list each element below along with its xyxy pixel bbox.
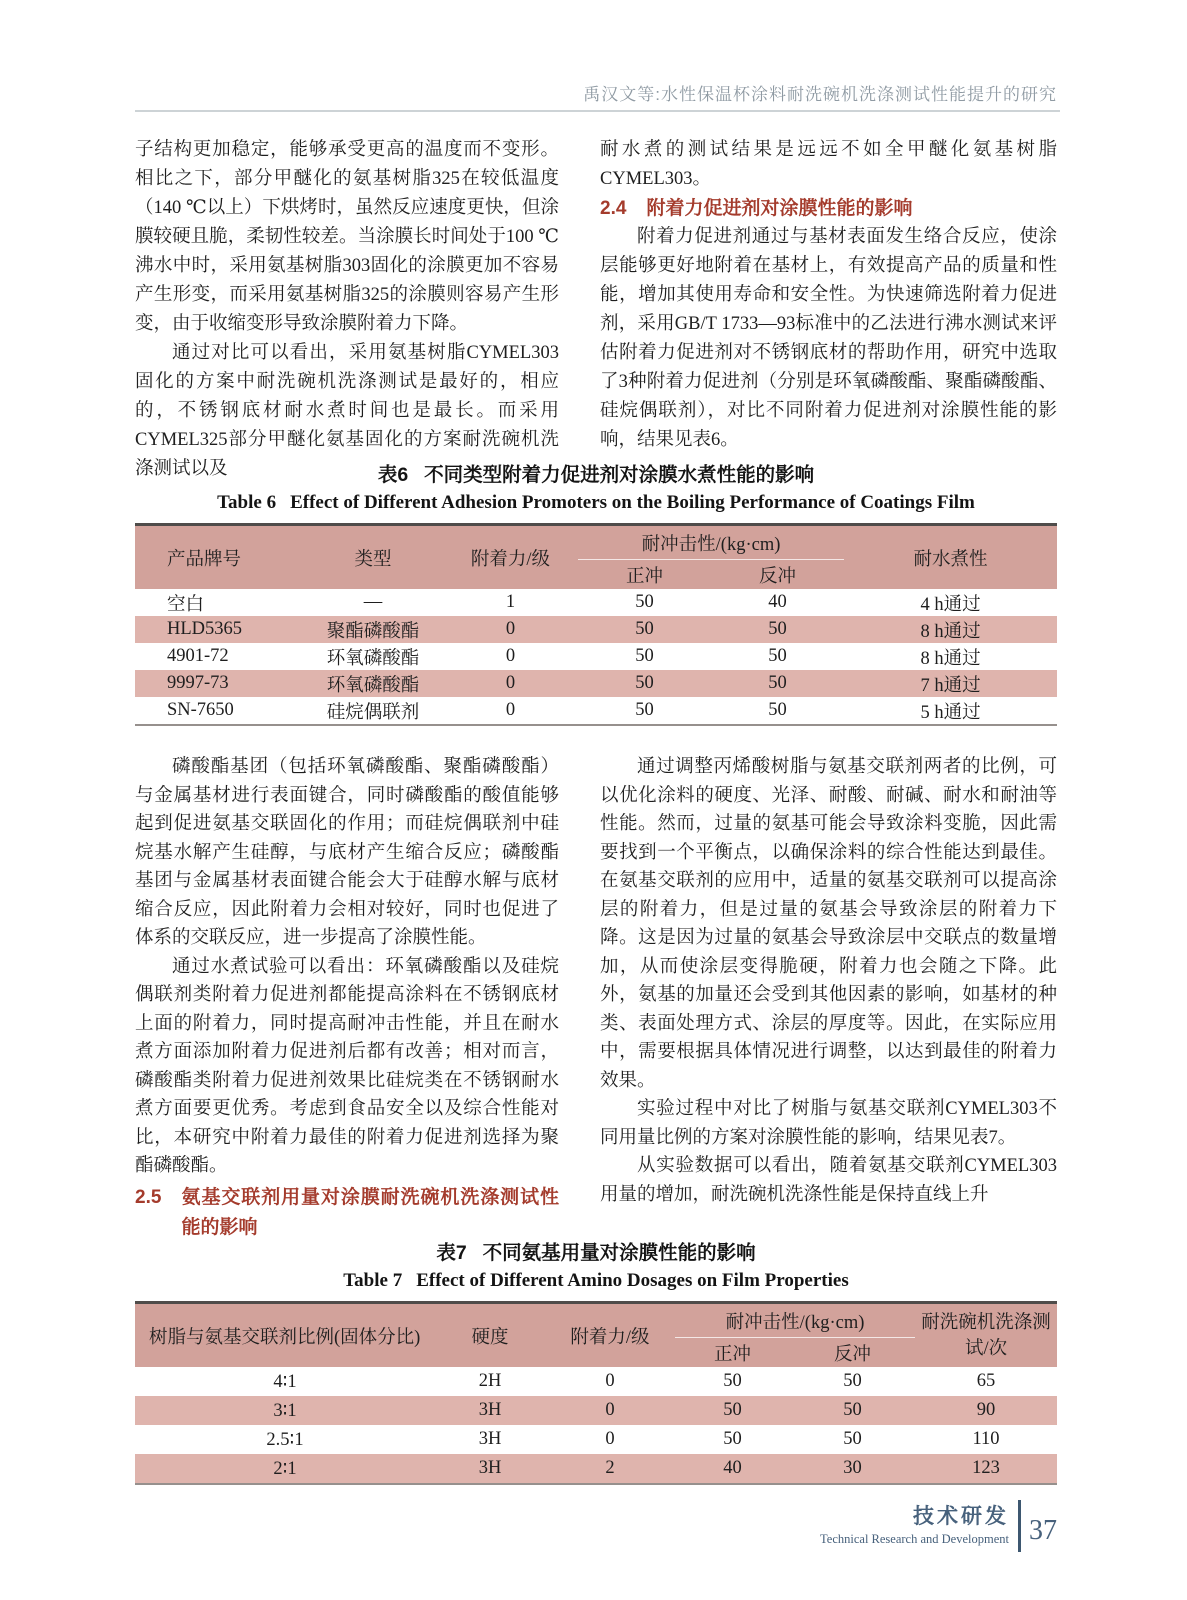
table-cell: 空白 (167, 594, 205, 615)
col-header-ratio: 树脂与氨基交联剂比例(固体分比) (135, 1303, 435, 1368)
table6-label-zh: 表6 (377, 464, 409, 486)
section-heading-2-5 (135, 1183, 559, 1243)
table-cell: 40 (723, 1458, 742, 1478)
table-row (135, 1425, 1057, 1454)
table-cell: 50 (843, 1371, 862, 1391)
col-header-impact-reverse: 反冲 (790, 1338, 915, 1368)
paragraph: 实验过程中对比了树脂与氨基交联剂CYMEL303不同用量比例的方案对涂膜性能的影响，结果见表7。 (600, 1099, 1057, 1148)
table-cell: 8 h通过 (920, 621, 981, 642)
table-cell: 3H (478, 1429, 502, 1449)
table6-label-en: Table 6 (217, 492, 277, 513)
table-row (135, 670, 1057, 697)
table-cell: 50 (723, 1400, 742, 1420)
table-cell: 2.5∶1 (266, 1429, 304, 1450)
footer-section-zh: 技术研发 (913, 1505, 1009, 1528)
middle-right-column (600, 753, 1057, 1243)
section-number: 2.5 (135, 1186, 162, 1208)
section-number: 2.4 (600, 198, 627, 219)
table-cell: 2 (605, 1458, 615, 1478)
page-number: 37 (1029, 1515, 1057, 1546)
table-cell: 50 (768, 619, 787, 639)
table-cell: 0 (505, 700, 516, 720)
table-row (135, 643, 1057, 670)
col-header-dishwasher: 耐洗碗机洗涤测试/次 (915, 1303, 1057, 1368)
footer-section (820, 1505, 1009, 1547)
table-cell: 0 (505, 673, 516, 693)
table-row (135, 616, 1057, 643)
top-left-column (135, 136, 559, 484)
table-cell: 0 (605, 1400, 615, 1420)
table6-caption-en (135, 490, 1057, 516)
table-cell: 1 (505, 592, 516, 612)
table-cell: 4901-72 (167, 646, 229, 666)
table7-label-en: Table 7 (343, 1270, 403, 1291)
table6 (135, 523, 1057, 726)
table-cell: 0 (605, 1429, 615, 1449)
col-header-boiling: 耐水煮性 (844, 525, 1057, 590)
table7 (135, 1301, 1057, 1485)
footer-divider (1018, 1500, 1021, 1552)
table-row (135, 1367, 1057, 1396)
col-header-product: 产品牌号 (135, 525, 303, 590)
table7-caption-zh (135, 1240, 1057, 1266)
column-gutter (559, 753, 600, 1243)
page-footer (135, 1500, 1057, 1552)
table-cell: 3H (478, 1458, 502, 1478)
table-cell: 50 (723, 1371, 742, 1391)
table-cell: 3H (478, 1400, 502, 1420)
table-cell: 50 (768, 646, 787, 666)
col-header-hardness: 硬度 (435, 1303, 545, 1368)
table-cell: 50 (635, 673, 654, 693)
table-cell: 0 (505, 646, 516, 666)
col-header-impact-reverse: 反冲 (711, 560, 844, 590)
table-cell: 50 (723, 1429, 742, 1449)
table7-title-en: Effect of Different Amino Dosages on Film Properties (416, 1270, 849, 1291)
table-cell: 4 h通过 (920, 594, 981, 615)
table6-caption-zh (135, 462, 1057, 488)
table7-title-zh: 不同氨基用量对涂膜性能的影响 (482, 1242, 756, 1264)
table-row (135, 697, 1057, 725)
table-cell: 50 (768, 673, 787, 693)
section-title: 氨基交联剂用量对涂膜耐洗碗机洗涤测试性能的影响 (181, 1186, 559, 1238)
table-cell: 50 (843, 1400, 862, 1420)
middle-columns (135, 753, 1057, 1243)
paragraph: 通过调整丙烯酸树脂与氨基交联剂两者的比例，可以优化涂料的硬度、光泽、耐酸、耐碱、耐水和耐油等性能。然而，过量的氨基可能会导致涂料变脆，因此需要找到一个平衡点，以确保涂料的综合性能达到最佳。在氨基交联剂的应用中，适量的氨基交联剂可以提高涂层的附着力，但是过量的氨基会导致涂层的附着力下降。这是因为过量的氨基会导致涂层中交联点的数量增加，从而使涂层变得脆硬，附着力也会随之下降。此外，氨基的加量还会受到其他因素的影响，如基材的种类、表面处理方式、涂层的厚度等。因此，在实际应用中，需要根据具体情况进行调整，以达到最佳的附着力效果。 (600, 757, 1057, 1091)
table-cell: HLD5365 (167, 619, 243, 639)
paragraph: 从实验数据可以看出，随着氨基交联剂CYMEL303用量的增加，耐洗碗机洗涤性能是保持直线上升 (600, 1156, 1057, 1205)
col-header-impact-group: 耐冲击性/(kg·cm) (578, 525, 844, 560)
table-cell: 3∶1 (273, 1400, 297, 1421)
col-header-impact-positive: 正冲 (578, 560, 711, 590)
table-cell: 30 (843, 1458, 862, 1478)
table-cell: 2∶1 (273, 1458, 297, 1479)
paragraph: 耐水煮的测试结果是远远不如全甲醚化氨基树脂CYMEL303。 (600, 140, 1057, 189)
table-cell: 环氧磷酸酯 (326, 648, 420, 669)
table-cell: 8 h通过 (920, 648, 981, 669)
table-cell: 50 (843, 1429, 862, 1449)
paragraph: 通过水煮试验可以看出：环氧磷酸酯以及硅烷偶联剂类附着力促进剂都能提高涂料在不锈钢底材上面的附着力，同时提高耐冲击性能，并且在耐水煮方面添加附着力促进剂后都有改善；相对而言，磷酸酯类附着力促进剂效果比硅烷类在不锈钢耐水煮方面要更优秀。考虑到食品安全以及综合性能对比，本研究中附着力最佳的附着力促进剂选择为聚酯磷酸酯。 (135, 956, 559, 1176)
section-heading-2-4 (600, 194, 1057, 223)
table-cell: 环氧磷酸酯 (326, 675, 420, 696)
middle-left-column (135, 753, 559, 1243)
col-header-type: 类型 (303, 525, 443, 590)
top-right-column (600, 136, 1057, 484)
table-cell: 50 (635, 646, 654, 666)
table-cell: 40 (768, 592, 787, 612)
table-cell: 50 (635, 619, 654, 639)
col-header-adhesion: 附着力/级 (545, 1303, 675, 1368)
col-header-impact-positive: 正冲 (675, 1338, 790, 1368)
column-gutter (559, 136, 600, 484)
table-cell: 9997-73 (167, 673, 229, 693)
table7-label-zh: 表7 (436, 1242, 467, 1264)
table-cell: 110 (972, 1429, 1000, 1449)
table-cell: 50 (768, 700, 787, 720)
table-cell: 50 (635, 700, 654, 720)
table-cell: 硅烷偶联剂 (326, 702, 420, 723)
table-row (135, 1454, 1057, 1484)
paragraph: 磷酸酯基团（包括环氧磷酸酯、聚酯磷酸酯）与金属基材进行表面键合，同时磷酸酯的酸值能够起到促进氨基交联固化的作用；而硅烷偶联剂中硅烷基水解产生硅醇，与底材产生缩合反应；磷酸酯基团与金属基材表面键合能会大于硅醇水解与底材缩合反应，因此附着力会相对较好，同时也促进了体系的交联反应，进一步提高了涂膜性能。 (135, 757, 559, 948)
table-cell: 0 (605, 1371, 615, 1391)
running-head-title: 禹汉文等:水性保温杯涂料耐洗碗机洗涤测试性能提升的研究 (583, 85, 1057, 104)
table-cell: — (363, 592, 383, 612)
section-title: 附着力促进剂对涂膜性能的影响 (646, 198, 913, 219)
paragraph: 子结构更加稳定，能够承受更高的温度而不变形。相比之下，部分甲醚化的氨基树脂325在较低温度（140 ℃以上）下烘烤时，虽然反应速度更快，但涂膜较硬且脆，柔韧性较差。当涂膜长时间处于100 ℃沸水中时，采用氨基树脂303固化的涂膜更加不容易产生形变，而采用氨基树脂325的涂膜则容易产生形变，由于收缩变形导致涂膜附着力下降。 (135, 140, 559, 334)
paragraph: 附着力促进剂通过与基材表面发生络合反应，使涂层能够更好地附着在基材上，有效提高产品的质量和性能，增加其使用寿命和安全性。为快速筛选附着力促进剂，采用GB/T 1733—93标准中的乙法进行沸水测试来评估附着力促进剂对不锈钢底材的帮助作用，研究中选取了3种附着力促进剂（分别是环氧磷酸酯、聚酯磷酸酯、硅烷偶联剂），对比不同附着力促进剂对涂膜性能的影响，结果见表6。 (600, 227, 1057, 450)
table6-title-zh: 不同类型附着力促进剂对涂膜水煮性能的影响 (424, 464, 815, 486)
table-cell: 4∶1 (273, 1371, 297, 1392)
table-cell: 90 (976, 1400, 996, 1420)
table6-title-en: Effect of Different Adhesion Promoters on the Boiling Performance of Coatings Film (290, 492, 975, 513)
table7-block (135, 1240, 1057, 1485)
table7-caption-en (135, 1268, 1057, 1294)
paragraph: 通过对比可以看出，采用氨基树脂CYMEL303固化的方案中耐洗碗机洗涤测试是最好的，相应的，不锈钢底材耐水煮时间也是最长。而采用CYMEL325部分甲醚化氨基固化的方案耐洗碗机洗涤测试以及 (135, 343, 559, 479)
table-row (135, 589, 1057, 616)
col-header-adhesion: 附着力/级 (443, 525, 578, 590)
table-row (135, 1396, 1057, 1425)
table-cell: 5 h通过 (920, 702, 981, 723)
table-cell: 2H (478, 1371, 502, 1391)
table-cell: SN-7650 (167, 700, 234, 720)
table-cell: 65 (976, 1371, 996, 1391)
table-cell: 123 (972, 1458, 1000, 1478)
table-cell: 聚酯磷酸酯 (326, 621, 420, 642)
table6-block (135, 462, 1057, 726)
table-cell: 7 h通过 (920, 675, 981, 696)
footer-section-en: Technical Research and Development (820, 1532, 1009, 1546)
table-cell: 0 (505, 619, 516, 639)
header-rule (135, 110, 1060, 112)
top-columns (135, 136, 1057, 484)
table-cell: 50 (635, 592, 654, 612)
col-header-impact-group: 耐冲击性/(kg·cm) (675, 1303, 915, 1338)
